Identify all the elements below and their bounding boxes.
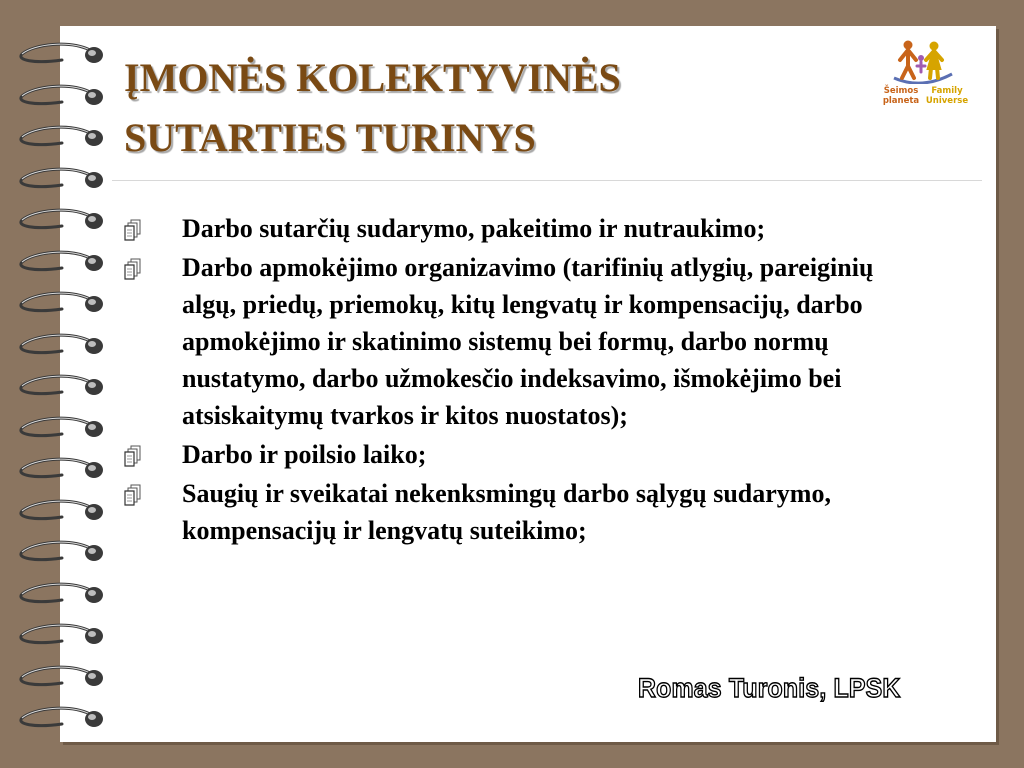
- spiral-ring-icon: [14, 540, 106, 566]
- spiral-ring-icon: [14, 623, 106, 649]
- notebook-pages-icon: [124, 483, 146, 507]
- spiral-ring-icon: [14, 250, 106, 276]
- title-divider: [112, 180, 982, 181]
- spiral-ring-icon: [14, 665, 106, 691]
- slide-title: [124, 48, 824, 168]
- notebook-pages-icon: [124, 257, 146, 281]
- spiral-ring-icon: [14, 374, 106, 400]
- title-line-2: SUTARTIES TURINYS: [124, 115, 536, 160]
- spiral-ring-icon: [14, 706, 106, 732]
- spiral-ring-icon: [14, 582, 106, 608]
- title-line-1: ĮMONĖS KOLEKTYVINĖS: [124, 55, 621, 100]
- notebook-pages-icon: [124, 218, 146, 242]
- spiral-ring-icon: [14, 457, 106, 483]
- author-credit: Romas Turonis, LPSK: [638, 673, 901, 703]
- family-figures-icon: [872, 38, 974, 84]
- spiral-ring-icon: [14, 416, 106, 442]
- spiral-ring-icon: [14, 208, 106, 234]
- logo-text-left: Šeimos planeta: [882, 86, 920, 106]
- bullet-list: [124, 210, 924, 551]
- bullet-item: Saugių ir sveikatai nekenksmingų darbo sąlygų sudarymo, kompensacijų ir lengvatų suteikimo;: [124, 475, 924, 549]
- spiral-ring-icon: [14, 291, 106, 317]
- spiral-ring-icon: [14, 499, 106, 525]
- spiral-ring-icon: [14, 84, 106, 110]
- spiral-ring-icon: [14, 42, 106, 68]
- spiral-ring-icon: [14, 125, 106, 151]
- bullet-item: Darbo sutarčių sudarymo, pakeitimo ir nutraukimo;: [124, 210, 924, 247]
- logo-text-right: Family Universe: [925, 86, 969, 106]
- bullet-item: Darbo apmokėjimo organizavimo (tarifinių atlygių, pareiginių algų, priedų, priemokų, kitų lengvatų ir kompensacijų, darbo apmokėjimo ir skatinimo sistemų bei formų, darbo normų nustatymo, darbo užmokesčio indeksavimo, išmokėjimo bei atsiskaitymų tvarkos ir kitos nuostatos);: [124, 249, 924, 434]
- spiral-ring-icon: [14, 333, 106, 359]
- spiral-ring-icon: [14, 167, 106, 193]
- notebook-pages-icon: [124, 444, 146, 468]
- family-universe-logo: [872, 38, 974, 110]
- bullet-item: Darbo ir poilsio laiko;: [124, 436, 924, 473]
